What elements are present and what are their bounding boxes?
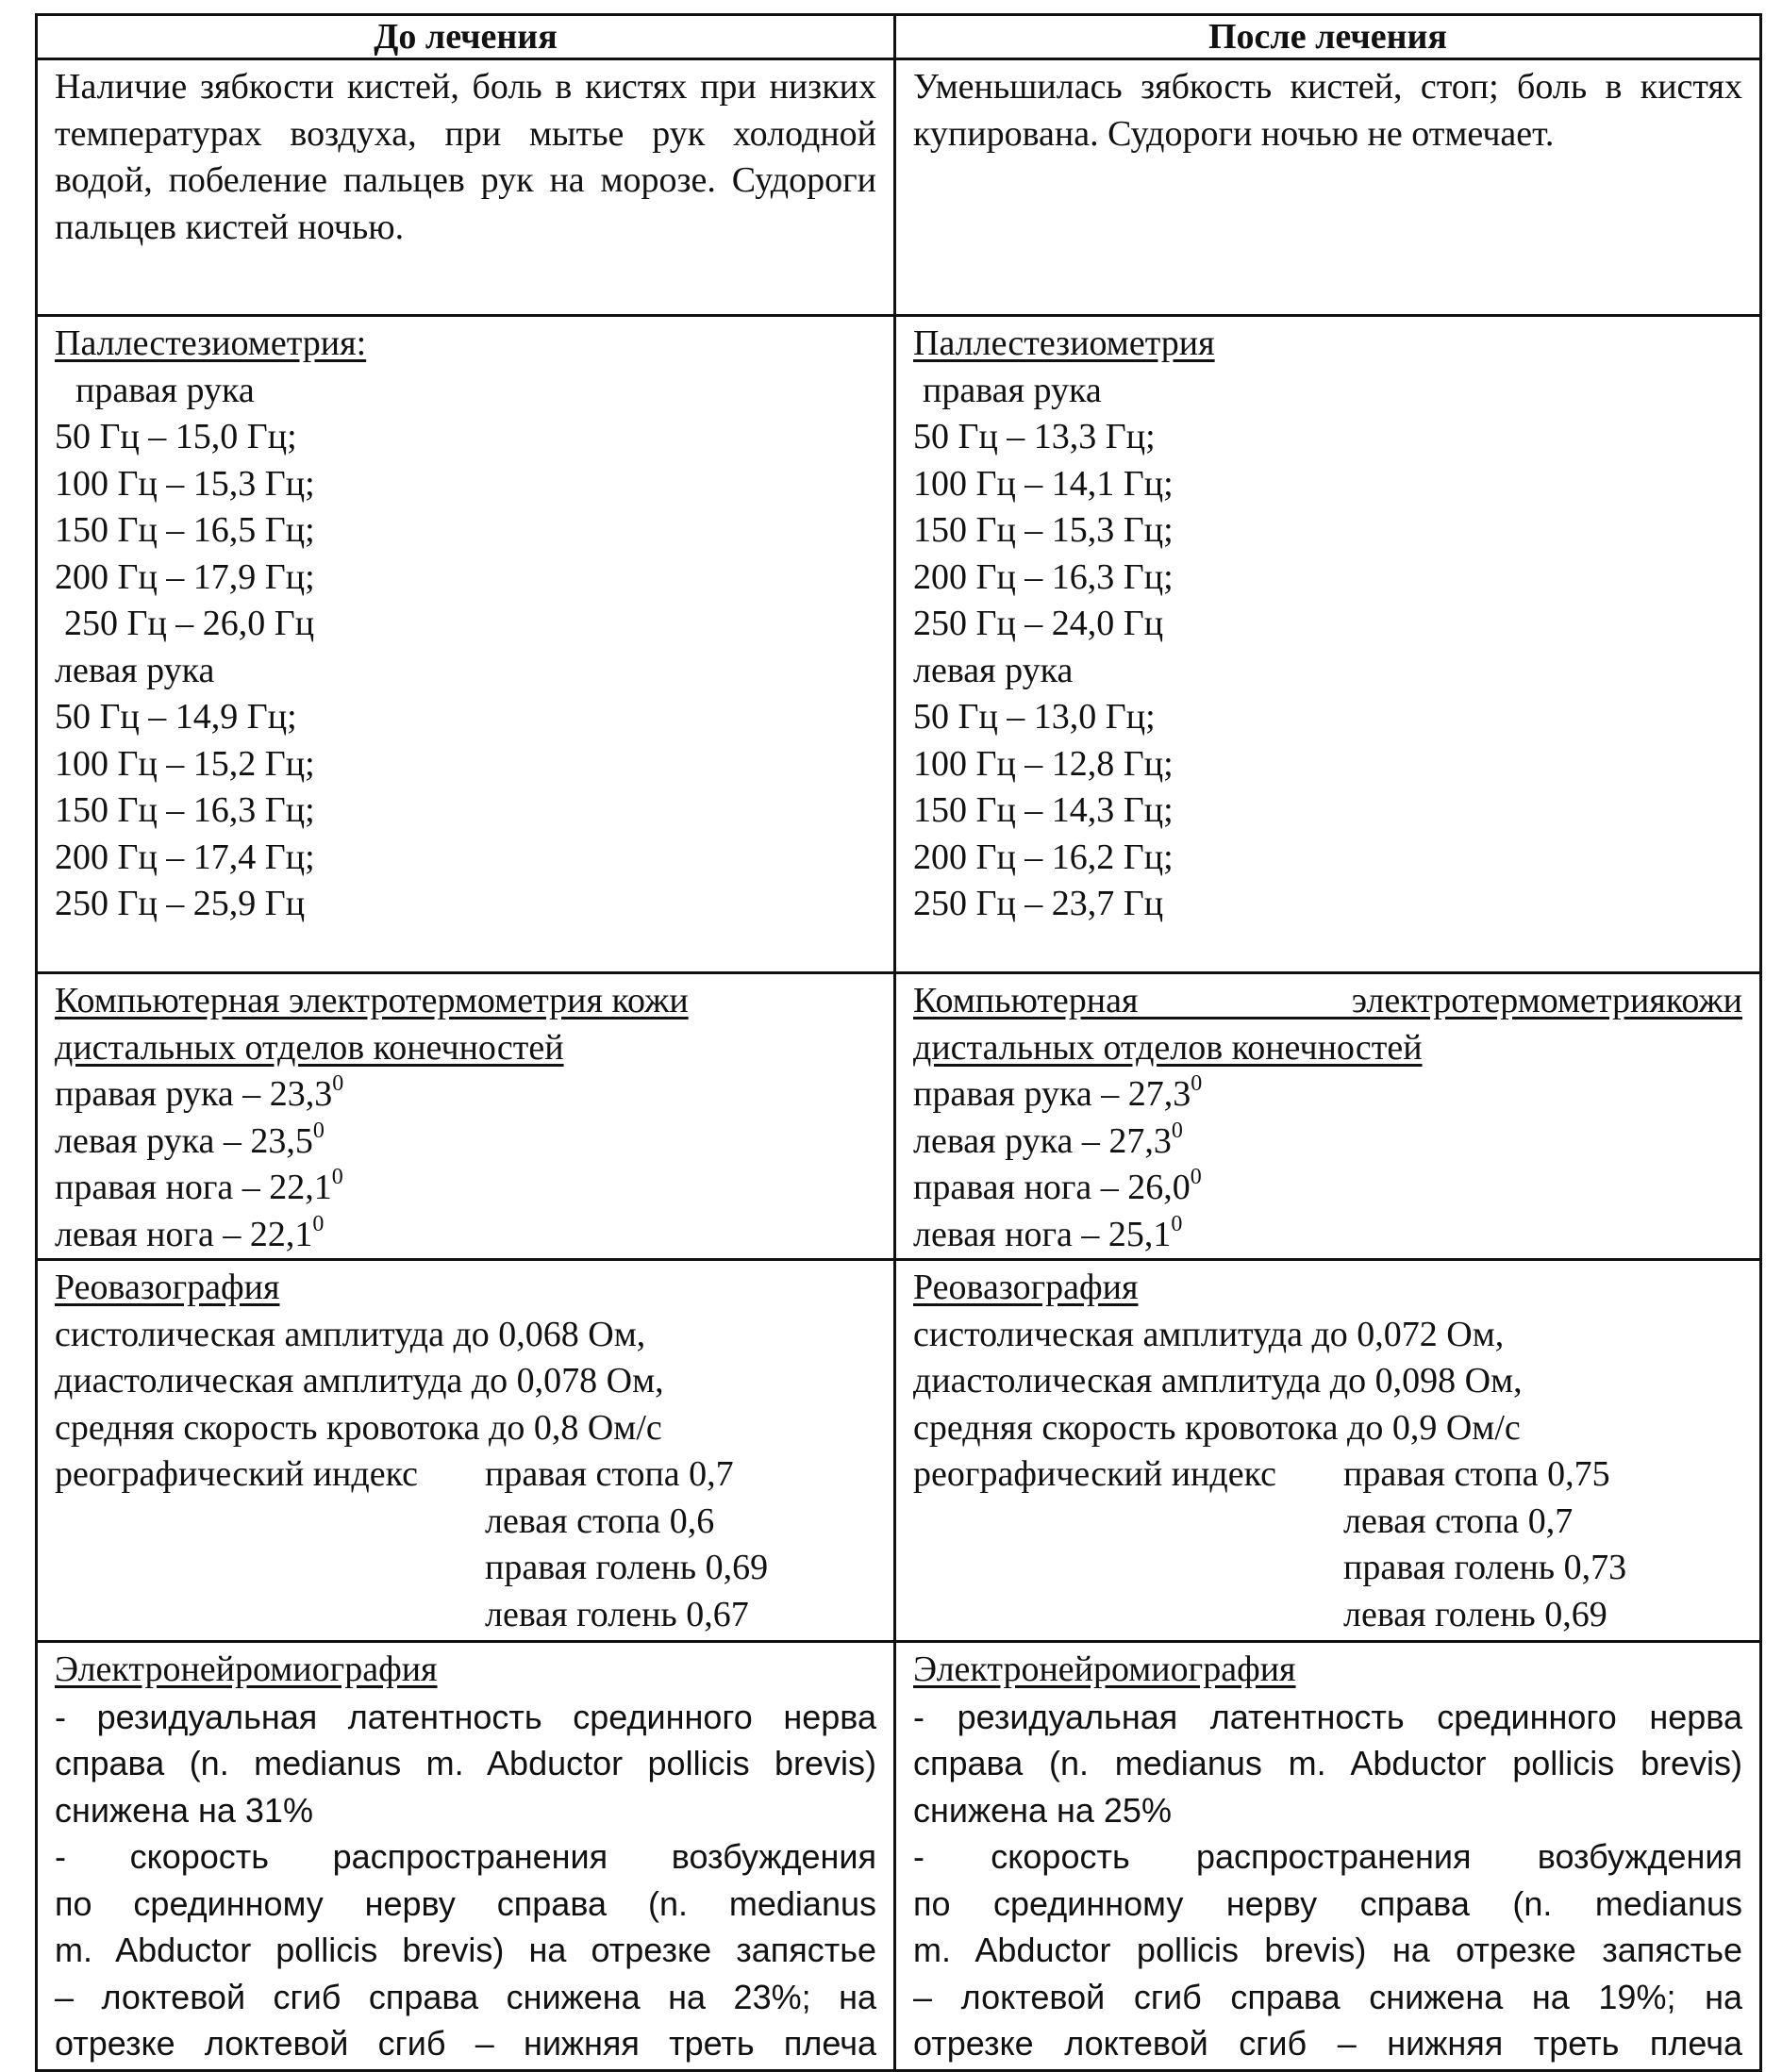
freq-value: 50 Гц – 13,3 Гц; bbox=[913, 417, 1156, 456]
right-hand-label: правая рука bbox=[75, 370, 255, 410]
freq-value: 200 Гц – 16,3 Гц; bbox=[913, 556, 1174, 597]
thermometry-before-subtitle: дистальных отделов конечностей bbox=[55, 1027, 564, 1068]
symptoms-after bbox=[895, 59, 1761, 316]
temperature-item: левая нога – 22,1$^0$ bbox=[55, 1211, 325, 1254]
freq-value: 250 Гц – 24,0 Гц bbox=[913, 604, 1164, 643]
symptoms-row bbox=[37, 59, 1761, 316]
rheovasography-after bbox=[895, 1260, 1761, 1642]
emg-row bbox=[37, 1642, 1761, 2071]
rheo-line: средняя скорость кровотока до 0,9 Ом/с bbox=[913, 1407, 1521, 1448]
emg-line: m. Abductor pollicis brevis) на отрезке запястье bbox=[55, 1931, 876, 1969]
rheovasography-before-title: Реовазография bbox=[55, 1268, 280, 1307]
rheo-line: средняя скорость кровотока до 0,8 Ом/с bbox=[55, 1407, 662, 1448]
freq-value: 250 Гц – 23,7 Гц bbox=[913, 884, 1164, 923]
right-hand-label: правая рука bbox=[923, 370, 1102, 410]
emg-line: отрезке локтевой сгиб – нижняя треть плеча bbox=[55, 2024, 876, 2063]
emg-line: – локтевой сгиб справа снижена на 23%; на bbox=[55, 1977, 876, 2016]
thermometry-after-subtitle: дистальных отделов конечностей bbox=[913, 1027, 1423, 1068]
freq-value: 150 Гц – 16,5 Гц; bbox=[55, 510, 315, 550]
freq-value: 100 Гц – 12,8 Гц; bbox=[913, 743, 1174, 784]
emg-line: - резидуальная латентность срединного нерва bbox=[55, 1697, 876, 1736]
symptoms-before bbox=[37, 59, 895, 316]
rheographic-index bbox=[913, 1451, 1742, 1638]
thermometry-after-title: Компьютерная электротермометриякожи bbox=[913, 981, 1742, 1020]
emg-line: справа (n. medianus m. Abductor pollicis brevis) bbox=[913, 1744, 1742, 1782]
emg-line: - скорость распространения возбуждения bbox=[55, 1837, 876, 1876]
rheo-line: диастолическая амплитуда до 0,078 Ом, bbox=[55, 1361, 664, 1401]
header-before: До лечения bbox=[37, 15, 895, 59]
temperature-item: левая рука – 27,3$^0$ bbox=[913, 1118, 1183, 1161]
emg-line: m. Abductor pollicis brevis) на отрезке запястье bbox=[913, 1931, 1742, 1969]
symptoms-after-text: Уменьшилась зябкость кистей, стоп; боль в кистях купирована. Судороги ночью не отмечает. bbox=[913, 67, 1742, 154]
emg-before bbox=[37, 1642, 895, 2071]
freq-value: 100 Гц – 15,2 Гц; bbox=[55, 743, 315, 784]
left-hand-label: левая рука bbox=[913, 650, 1074, 690]
temperature-item: правая нога – 22,1$^0$ bbox=[55, 1165, 343, 1207]
rheographic-index-values: правая стопа 0,75 левая стопа 0,7 правая голень 0,73 левая голень 0,69 bbox=[1343, 1454, 1627, 1634]
emg-after-title: Электронейромиография bbox=[913, 1649, 1296, 1689]
header-after: После лечения bbox=[895, 15, 1761, 59]
freq-value: 250 Гц – 25,9 Гц bbox=[55, 884, 306, 923]
thermometry-row bbox=[37, 973, 1761, 1260]
rheo-line: диастолическая амплитуда до 0,098 Ом, bbox=[913, 1361, 1523, 1401]
emg-line: - резидуальная латентность срединного нерва bbox=[913, 1697, 1742, 1736]
emg-line: по срединному нерву справа (n. medianus bbox=[55, 1883, 876, 1923]
freq-value: 150 Гц – 15,3 Гц; bbox=[913, 510, 1174, 550]
rheographic-index-values: правая стопа 0,7 левая стопа 0,6 правая голень 0,69 левая голень 0,67 bbox=[485, 1454, 769, 1634]
rheo-line: систолическая амплитуда до 0,068 Ом, bbox=[55, 1314, 646, 1354]
emg-line: отрезке локтевой сгиб – нижняя треть плеча bbox=[913, 2024, 1742, 2063]
freq-value: 150 Гц – 14,3 Гц; bbox=[913, 790, 1174, 830]
rheographic-index bbox=[55, 1451, 876, 1638]
freq-value: 250 Гц – 26,0 Гц bbox=[64, 604, 315, 643]
emg-after bbox=[895, 1642, 1761, 2071]
freq-value: 50 Гц – 14,9 Гц; bbox=[55, 697, 297, 737]
rheo-line: систолическая амплитуда до 0,072 Ом, bbox=[913, 1314, 1505, 1354]
thermometry-before bbox=[37, 973, 895, 1260]
comparison-table bbox=[35, 13, 1762, 2072]
emg-line: – локтевой сгиб справа снижена на 19%; на bbox=[913, 1977, 1742, 2016]
emg-line: справа (n. medianus m. Abductor pollicis brevis) bbox=[55, 1744, 876, 1782]
rheovasography-before bbox=[37, 1260, 895, 1642]
freq-value: 200 Гц – 16,2 Гц; bbox=[913, 837, 1174, 877]
pallesthesiometry-before bbox=[37, 316, 895, 973]
emg-line: по срединному нерву справа (n. medianus bbox=[913, 1883, 1742, 1923]
emg-before-title: Электронейромиография bbox=[55, 1649, 438, 1689]
rheographic-index-label: реографический индекс bbox=[55, 1454, 418, 1494]
header-row bbox=[37, 15, 1761, 59]
freq-value: 200 Гц – 17,4 Гц; bbox=[55, 837, 315, 877]
pallesthesiometry-row bbox=[37, 316, 1761, 973]
freq-value: 150 Гц – 16,3 Гц; bbox=[55, 790, 315, 830]
left-hand-label: левая рука bbox=[55, 650, 215, 690]
temperature-item: левая нога – 25,1$^0$ bbox=[913, 1211, 1183, 1254]
freq-value: 200 Гц – 17,9 Гц; bbox=[55, 556, 315, 597]
temperature-item: правая нога – 26,0$^0$ bbox=[913, 1165, 1202, 1207]
pallesthesiometry-after bbox=[895, 316, 1761, 973]
rheovasography-after-title: Реовазография bbox=[913, 1268, 1139, 1307]
emg-line: снижена на 31% bbox=[55, 1790, 313, 1830]
freq-value: 100 Гц – 14,1 Гц; bbox=[913, 463, 1174, 504]
pallesthesiometry-before-title: Паллестезиометрия: bbox=[55, 323, 367, 363]
pallesthesiometry-after-title: Паллестезиометрия bbox=[913, 323, 1215, 363]
rheovasography-row bbox=[37, 1260, 1761, 1642]
emg-line: снижена на 25% bbox=[913, 1790, 1172, 1830]
temperature-item: правая рука – 27,3$^0$ bbox=[913, 1071, 1203, 1114]
thermometry-after bbox=[895, 973, 1761, 1260]
freq-value: 100 Гц – 15,3 Гц; bbox=[55, 463, 315, 504]
temperature-item: правая рука – 23,3$^0$ bbox=[55, 1071, 344, 1114]
temperature-item: левая рука – 23,5$^0$ bbox=[55, 1118, 325, 1161]
freq-value: 50 Гц – 13,0 Гц; bbox=[913, 697, 1156, 737]
rheographic-index-label: реографический индекс bbox=[913, 1454, 1276, 1494]
thermometry-before-title: Компьютерная электротермометрия кожи bbox=[55, 981, 689, 1020]
symptoms-before-text: Наличие зябкости кистей, боль в кистях при низких температурах воздуха, при мытье рук холодной водой, побеление пальцев рук на морозе. Судороги пальцев кистей ночью. bbox=[55, 67, 876, 247]
freq-value: 50 Гц – 15,0 Гц; bbox=[55, 417, 297, 456]
emg-line: - скорость распространения возбуждения bbox=[913, 1837, 1742, 1876]
